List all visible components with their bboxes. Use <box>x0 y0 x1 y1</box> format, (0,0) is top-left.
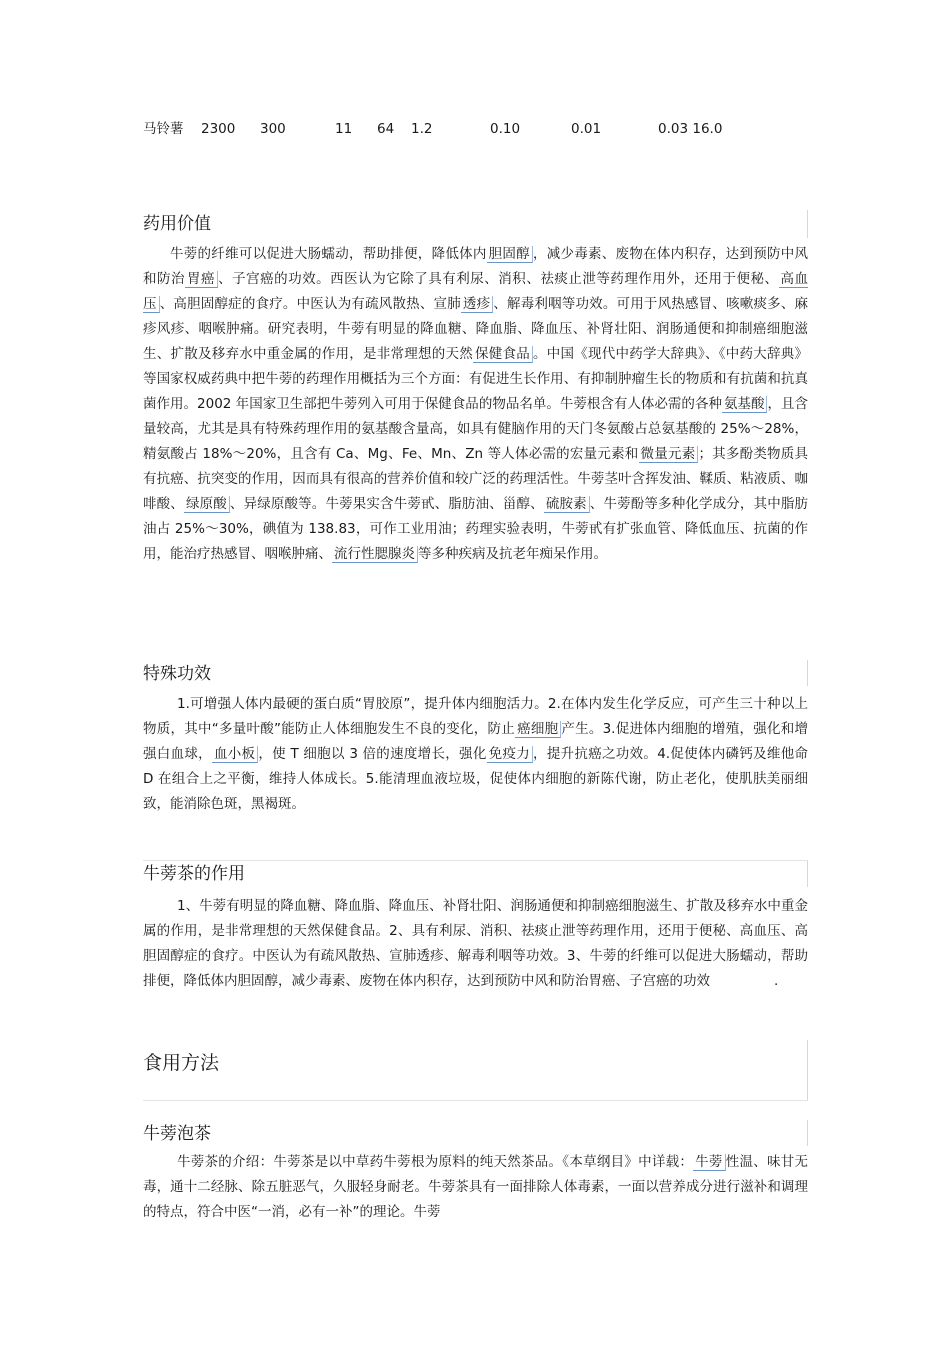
link-cholesterol[interactable]: 胆固醇 <box>487 246 533 263</box>
section-frame <box>143 1040 808 1101</box>
section-title: 药用价值 <box>143 214 211 234</box>
section-frame <box>143 860 808 887</box>
trailing-dot: . <box>774 973 779 989</box>
link-amino-acid[interactable]: 氨基酸 <box>722 396 768 413</box>
section-title: 特殊功效 <box>143 664 211 684</box>
row-value-2: 300 <box>260 121 286 137</box>
link-cancer-cell[interactable]: 癌细胞 <box>515 721 561 738</box>
section-tea-soak <box>143 1120 808 1225</box>
link-chlorogenic-acid[interactable]: 绿原酸 <box>184 496 230 513</box>
section-tea-effects <box>143 860 808 994</box>
row-value-3: 11 <box>335 121 353 137</box>
row-value-7: 0.01 <box>571 121 602 137</box>
link-trace-elements[interactable]: 微量元素 <box>639 446 699 463</box>
section-paragraph: 1.可增强人体内最硬的蛋白质“胃胶原”，提升体内细胞活力。2.在体内发生化学反应，可产生三十种以上物质，其中“多量叶酸”能防止人体细胞发生不良的变化，防止 癌细胞 产生。3.促进体内细胞的增殖，强化和增强白血球， 血小板 ，使 T 细胞以 3 倍的速度增长，强化 免疫力 ，提升抗癌之功效。4.促使体内磷钙及维他命 D 在组合上之平衡，维持人体成长。5.能清理血液垃圾，促使体内细胞的新陈代谢，防止老化，使肌肤美丽细致，能消除色斑，黑褐斑。 <box>143 696 809 812</box>
section-title: 牛蒡泡茶 <box>143 1124 211 1144</box>
row-value-1: 2300 <box>201 121 236 137</box>
link-burdock[interactable]: 牛蒡 <box>693 1154 726 1171</box>
section-paragraph: 1、牛蒡有明显的降血糖、降血脂、降血压、补肾壮阳、润肠通便和抑制癌细胞滋生、扩散及移弃水中重金属的作用，是非常理想的天然保健食品。2、具有利尿、消积、祛痰止泄等药理作用，还用于便秘、高血压、高胆固醇症的食疗。中医认为有疏风散热、宣肺透疹、解毒利咽等功效。3、牛蒡的纤维可以促进大肠蠕动，帮助排便，降低体内胆固醇，减少毒素、废物在体内积存，达到预防中风和防治胃癌、子宫癌的功效 . <box>143 898 808 989</box>
link-health-food[interactable]: 保健食品 <box>473 346 533 363</box>
row-value-8: 0.03 16.0 <box>658 121 723 137</box>
row-value-6: 0.10 <box>490 121 521 137</box>
row-name: 马铃薯 <box>143 121 184 137</box>
row-value-4: 64 <box>377 121 395 137</box>
link-platelet[interactable]: 血小板 <box>212 746 258 763</box>
link-immunity[interactable]: 免疫力 <box>487 746 533 763</box>
section-paragraph: 牛蒡茶的介绍：牛蒡茶是以中草药牛蒡根为原料的纯天然茶品。《本草纲目》中详载： 牛蒡 性温、味甘无毒，通十二经脉、除五脏恶气，久服轻身耐老。牛蒡茶具有一面排除人体毒素，一面以营养成分进行滋补和调理的特点，符合中医“一消，必有一补”的理论。牛蒡 <box>143 1154 809 1220</box>
link-stomach-cancer[interactable]: 胃癌 <box>185 271 218 288</box>
section-medicinal-value <box>143 210 808 567</box>
link-thiamine[interactable]: 硫胺素 <box>544 496 590 513</box>
row-value-5: 1.2 <box>411 121 433 137</box>
section-title: 食用方法 <box>143 1052 220 1074</box>
link-mumps[interactable]: 流行性腮腺炎 <box>332 546 418 563</box>
section-special-effects <box>143 660 808 817</box>
section-paragraph: 牛蒡的纤维可以促进大肠蠕动，帮助排便，降低体内 胆固醇 ，减少毒素、废物在体内积存，达到预防中风和防治 胃癌 、子宫癌的功效。西医认为它除了具有利尿、消积、祛痰止泄等药理作用外，还用于便秘、 高血压 、高胆固醇症的食疗。中医认为有疏风散热、宣肺 透疹 、解毒利咽等功效。可用于风热感冒、咳嗽痰多、麻疹风疹、咽喉肿痛。研究表明，牛蒡有明显的降血糖、降血脂、降血压、补肾壮阳、润肠通便和抑制癌细胞滋生、扩散及移弃水中重金属的作用，是非常理想的天然 保健食品 。中国《现代中药学大辞典》、《中药大辞典》等国家权威药典中把牛蒡的药理作用概括为三个方面：有促进生长作用、有抑制肿瘤生长的物质和有抗菌和抗真菌作用。2002 年国家卫生部把牛蒡列入可用于保健食品的物品名单。牛蒡根含有人体必需的各种 氨基酸 ，且含量较高，尤其是具有特殊药理作用的氨基酸含量高，如具有健脑作用的天门冬氨酸占总氨基酸的 25%～28%，精氨酸占 18%～20%，且含有 Ca、Mg、Fe、Mn、Zn 等人体必需的宏量元素和 微量元素 ；其多酚类物质具有抗癌、抗突变的作用，因而具有很高的营养价值和较广泛的药理活性。牛蒡茎叶含挥发油、鞣质、粘液质、咖啡酸、 绿原酸 、异绿原酸等。牛蒡果实含牛蒡甙、脂肪油、甾醇、 硫胺素 、牛蒡酚等多种化学成分，其中脂肪油占 25%～30%，碘值为 138.83，可作工业用油；药理实验表明，牛蒡甙有扩张血管、降低血压、抗菌的作用，能治疗热感冒、咽喉肿痛、 流行性腮腺炎 等多种疾病及抗老年痴呆作用。 <box>143 246 809 562</box>
section-usage <box>143 1040 808 1100</box>
link-hypertension[interactable]: 高血压 <box>143 271 809 312</box>
link-rash[interactable]: 透疹 <box>461 296 493 313</box>
section-title: 牛蒡茶的作用 <box>143 864 245 884</box>
